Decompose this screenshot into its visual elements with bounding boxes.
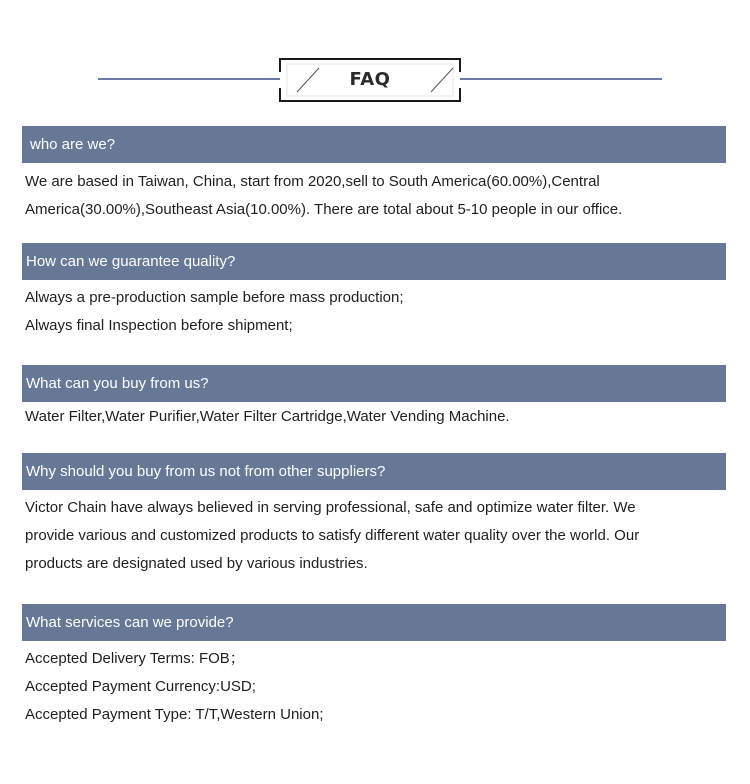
faq-banner xyxy=(98,58,662,102)
answer-line: We are based in Taiwan, China, start from 2020,sell to South America(60.00%),Central xyxy=(25,173,600,190)
faq-title-box xyxy=(279,58,461,102)
question-bar: What can you buy from us? xyxy=(22,365,726,402)
answer-line: Always a pre-production sample before mass production; xyxy=(25,289,404,306)
question-bar: who are we? xyxy=(22,126,726,163)
answer-line: Water Filter,Water Purifier,Water Filter Cartridge,Water Vending Machine. xyxy=(25,408,510,425)
answer-line: Victor Chain have always believed in serving professional, safe and optimize water filter. We xyxy=(25,499,636,516)
answer-line: Always final Inspection before shipment; xyxy=(25,317,293,334)
answer-line: Accepted Delivery Terms: FOB； xyxy=(25,650,245,667)
question-bar: Why should you buy from us not from other suppliers? xyxy=(22,453,726,490)
answer-block xyxy=(25,494,715,578)
answer-line: America(30.00%),Southeast Asia(10.00%). There are total about 5-10 people in our office. xyxy=(25,201,623,218)
answer-line: products are designated used by various industries. xyxy=(25,555,368,572)
question-bar: What services can we provide? xyxy=(22,604,726,641)
faq-title: FAQ xyxy=(349,69,391,90)
question-bar: How can we guarantee quality? xyxy=(22,243,726,280)
banner-line-right xyxy=(460,78,662,80)
answer-line: Accepted Payment Type: T/T,Western Union; xyxy=(25,706,324,723)
answer-line: provide various and customized products to satisfy different water quality over the world. Our xyxy=(25,527,640,544)
answer-block xyxy=(25,284,715,340)
answer-block xyxy=(25,168,715,224)
answer-line: Accepted Payment Currency:USD; xyxy=(25,678,256,695)
answer-block xyxy=(25,645,715,729)
banner-line-left xyxy=(98,78,280,80)
answer-block xyxy=(25,403,715,431)
